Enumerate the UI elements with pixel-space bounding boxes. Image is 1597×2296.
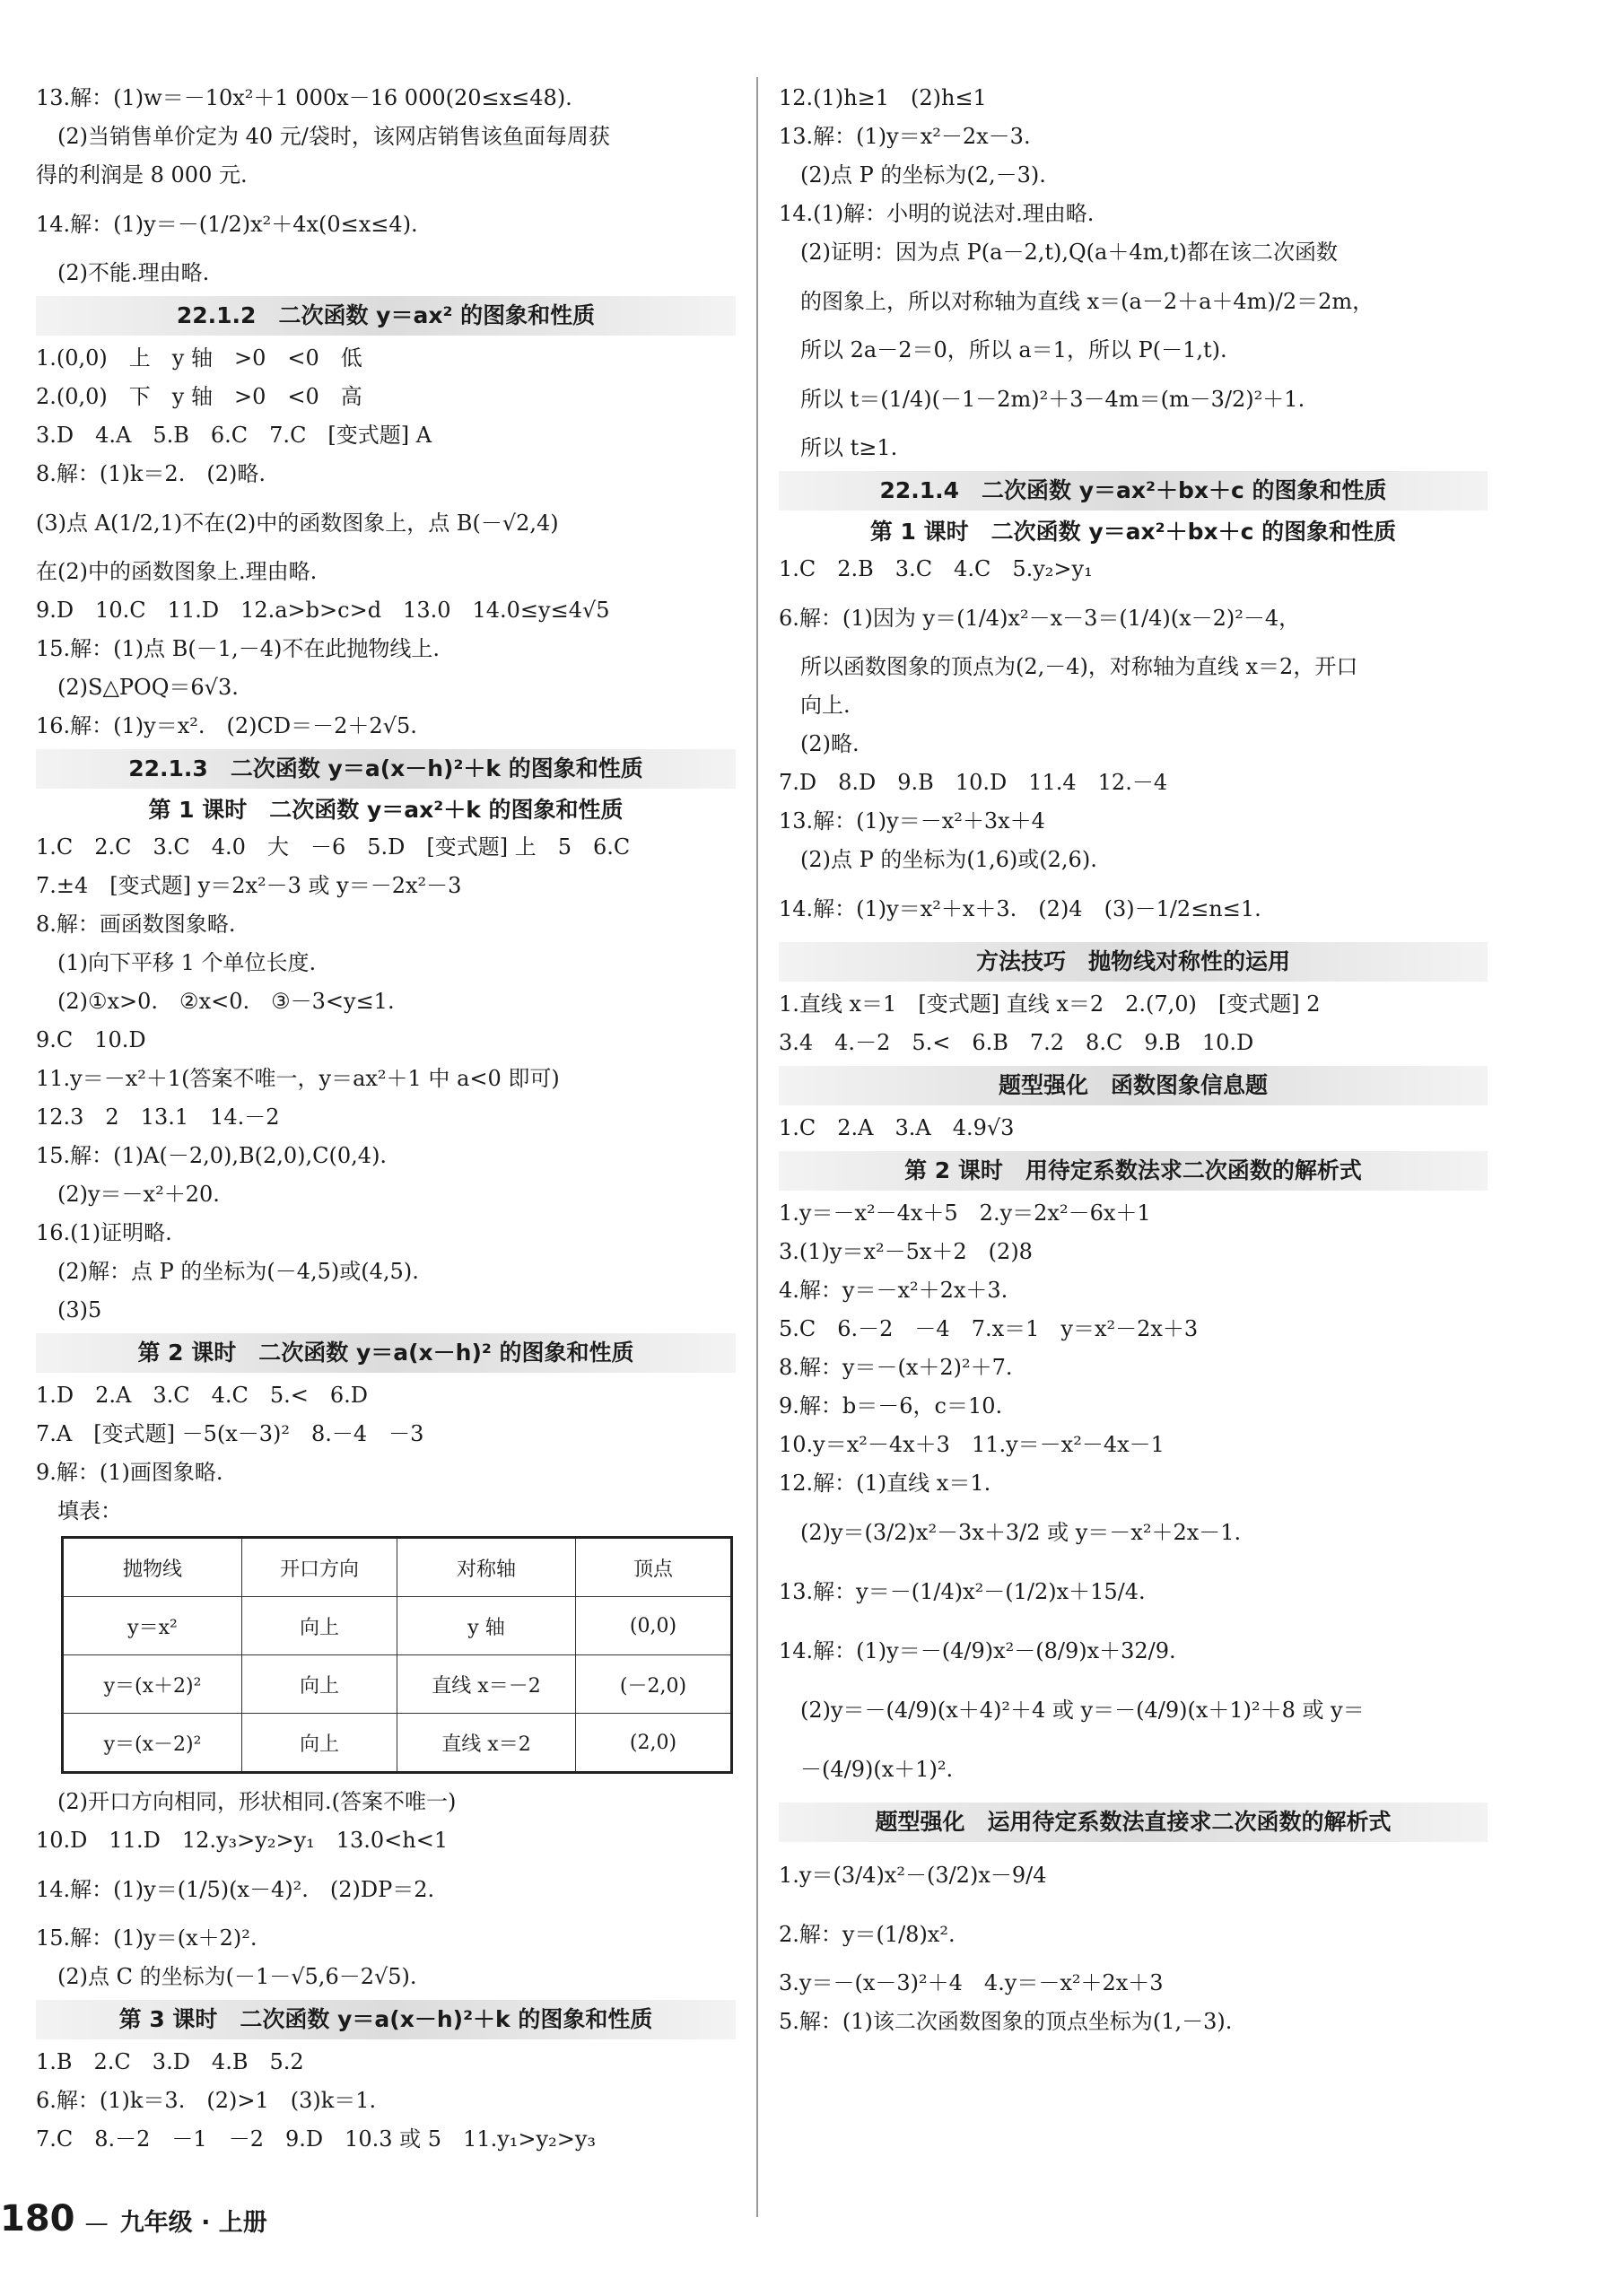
answer-line: 所以 t≥1. — [800, 435, 898, 460]
answer-line: 15.解：(1)A(－2,0),B(2,0),C(0,4). — [36, 1143, 388, 1168]
table-row — [63, 1655, 732, 1714]
answer-line: (2)y＝(3/2)x²－3x＋3/2 或 y＝－x²＋2x－1. — [800, 1520, 1242, 1545]
answer-line: 12.解：(1)直线 x＝1. — [779, 1471, 991, 1496]
answer-line: 8.解：(1)k＝2. (2)略. — [36, 461, 266, 486]
table-header-row — [63, 1538, 732, 1597]
table-cell: (2,0) — [576, 1714, 732, 1773]
answer-line: 7.C 8.－2 －1 －2 9.D 10.3 或 5 11.y₁>y₂>y₃ — [36, 2126, 596, 2152]
answer-line: 14.(1)解：小明的说法对.理由略. — [779, 201, 1095, 226]
table-cell: 直线 x＝2 — [397, 1714, 576, 1773]
answer-line: (2)解：点 P 的坐标为(－4,5)或(4,5). — [57, 1259, 419, 1284]
table-cell: y＝(x－2)² — [63, 1714, 242, 1773]
table-cell: (－2,0) — [576, 1655, 732, 1714]
answer-line: (2)开口方向相同，形状相同.(答案不唯一) — [57, 1789, 457, 1814]
answer-line: 14.解：(1)y＝(1/5)(x－4)². (2)DP＝2. — [36, 1877, 435, 1902]
section-heading: 题型强化 函数图象信息题 — [779, 1066, 1488, 1105]
answer-line: (2)略. — [800, 731, 860, 756]
answer-line: 4.解：y＝－x²＋2x＋3. — [779, 1278, 1008, 1303]
section-heading: 题型强化 运用待定系数法直接求二次函数的解析式 — [779, 1803, 1488, 1842]
answer-line: 6.解：(1)k＝3. (2)>1 (3)k＝1. — [36, 2088, 377, 2113]
answer-line: 1.(0,0) 上 y 轴 >0 <0 低 — [36, 345, 362, 371]
answer-line: 1.C 2.B 3.C 4.C 5.y₂>y₁ — [779, 556, 1093, 581]
table-header-cell: 抛物线 — [63, 1538, 242, 1597]
answer-line: 1.C 2.C 3.C 4.0 大 －6 5.D [变式题] 上 5 6.C — [36, 834, 631, 860]
answer-line: 5.C 6.－2 －4 7.x＝1 y＝x²－2x＋3 — [779, 1316, 1199, 1341]
answer-line: 14.解：(1)y＝－(4/9)x²－(8/9)x＋32/9. — [779, 1638, 1176, 1663]
lesson-heading: 第 1 课时 二次函数 y＝ax²＋k 的图象和性质 — [148, 797, 624, 823]
answer-line: 2.解：y＝(1/8)x². — [779, 1922, 956, 1947]
answer-line: 11.y＝－x²＋1(答案不唯一，y＝ax²＋1 中 a<0 即可) — [36, 1066, 560, 1091]
section-heading: 第 3 课时 二次函数 y＝a(x－h)²＋k 的图象和性质 — [36, 2000, 736, 2039]
answer-line: 所以 t＝(1/4)(－1－2m)²＋3－4m＝(m－3/2)²＋1. — [800, 387, 1305, 412]
answer-line: 13.解：(1)y＝x²－2x－3. — [779, 124, 1031, 149]
table-cell: y＝x² — [63, 1597, 242, 1655]
answer-line: (2)①x>0. ②x<0. ③－3<y≤1. — [57, 989, 395, 1014]
answer-line: 10.y＝x²－4x＋3 11.y＝－x²－4x－1 — [779, 1432, 1165, 1457]
answer-line: 7.A [变式题] －5(x－3)² 8.－4 －3 — [36, 1421, 424, 1446]
answer-line: (3)点 A(1/2,1)不在(2)中的函数图象上，点 B(－√2,4) — [36, 511, 559, 536]
answer-line: (3)5 — [57, 1297, 102, 1323]
answer-line: 3.y＝－(x－3)²＋4 4.y＝－x²＋2x＋3 — [779, 1970, 1164, 1995]
answer-line: 1.B 2.C 3.D 4.B 5.2 — [36, 2049, 304, 2074]
answer-line: 3.4 4.－2 5.< 6.B 7.2 8.C 9.B 10.D — [779, 1030, 1254, 1055]
page-number: 180 — [0, 2198, 75, 2239]
answer-line: 7.±4 [变式题] y＝2x²－3 或 y＝－2x²－3 — [36, 873, 462, 898]
table-cell: y 轴 — [397, 1597, 576, 1655]
answer-line: 6.解：(1)因为 y＝(1/4)x²－x－3＝(1/4)(x－2)²－4， — [779, 606, 1301, 631]
grade-label: 九年级 · 上册 — [119, 2209, 267, 2237]
answer-line: (2)y＝－x²＋20. — [57, 1182, 220, 1207]
answer-line: 3.D 4.A 5.B 6.C 7.C [变式题] A — [36, 423, 432, 448]
answer-line: 13.解：y＝－(1/4)x²－(1/2)x＋15/4. — [779, 1579, 1146, 1604]
answer-line: 8.解：画函数图象略. — [36, 912, 236, 937]
answer-line: 16.(1)证明略. — [36, 1220, 172, 1245]
table-cell: 向上 — [242, 1714, 397, 1773]
answer-line: 9.D 10.C 11.D 12.a>b>c>d 13.0 14.0≤y≤4√5 — [36, 598, 610, 623]
answer-line: 12.3 2 13.1 14.－2 — [36, 1104, 280, 1130]
answer-line: 得的利润是 8 000 元. — [36, 162, 248, 188]
answer-line: (2)点 C 的坐标为(－1－√5,6－2√5). — [57, 1964, 417, 1989]
answer-line: 9.解：b＝－6，c＝10. — [779, 1393, 1003, 1419]
answer-line: 所以 2a－2＝0，所以 a＝1，所以 P(－1,t). — [800, 337, 1227, 362]
answer-line: (2)点 P 的坐标为(1,6)或(2,6). — [800, 847, 1097, 872]
section-heading: 第 2 课时 二次函数 y＝a(x－h)² 的图象和性质 — [36, 1333, 736, 1373]
answer-line: 3.(1)y＝x²－5x＋2 (2)8 — [779, 1239, 1033, 1264]
answer-line: 7.D 8.D 9.B 10.D 11.4 12.－4 — [779, 770, 1168, 795]
answer-line: 14.解：(1)y＝－(1/2)x²＋4x(0≤x≤4). — [36, 212, 418, 237]
answer-line: 15.解：(1)y＝(x＋2)². — [36, 1925, 257, 1951]
answer-line: 8.解：y＝－(x＋2)²＋7. — [779, 1355, 1013, 1380]
table-cell: 向上 — [242, 1597, 397, 1655]
answer-line: 1.y＝(3/4)x²－(3/2)x－9/4 — [779, 1863, 1047, 1888]
answer-line: 9.C 10.D — [36, 1027, 146, 1052]
table-cell: (0,0) — [576, 1597, 732, 1655]
answer-table — [61, 1536, 736, 1774]
answer-line: (2)不能.理由略. — [57, 260, 210, 285]
section-heading: 第 2 课时 用待定系数法求二次函数的解析式 — [779, 1151, 1488, 1191]
right-column — [779, 79, 1488, 2041]
answer-line: 13.解：(1)w＝－10x²＋1 000x－16 000(20≤x≤48). — [36, 85, 572, 110]
column-divider — [756, 77, 758, 2217]
answer-line: 13.解：(1)y＝－x²＋3x＋4 — [779, 808, 1045, 834]
answer-line: 1.C 2.A 3.A 4.9√3 — [779, 1115, 1015, 1140]
table-header-cell: 顶点 — [576, 1538, 732, 1597]
answer-line: －(4/9)(x＋1)². — [800, 1757, 954, 1782]
lesson-heading: 第 1 课时 二次函数 y＝ax²＋bx＋c 的图象和性质 — [869, 519, 1397, 545]
answer-line: 9.解：(1)画图象略. — [36, 1460, 223, 1485]
answer-line: 10.D 11.D 12.y₃>y₂>y₁ 13.0<h<1 — [36, 1828, 449, 1853]
answer-line: 15.解：(1)点 B(－1,－4)不在此抛物线上. — [36, 636, 440, 661]
table-row — [63, 1714, 732, 1773]
table-row — [63, 1597, 732, 1655]
answer-line: 14.解：(1)y＝x²＋x＋3. (2)4 (3)－1/2≤n≤1. — [779, 896, 1261, 921]
answer-line: 的图象上，所以对称轴为直线 x＝(a－2＋a＋4m)/2＝2m， — [800, 289, 1374, 314]
page-footer — [0, 2196, 267, 2241]
left-column — [36, 79, 736, 2159]
section-heading: 方法技巧 抛物线对称性的运用 — [779, 942, 1488, 982]
footer-separator: — — [84, 2210, 109, 2237]
table-header-cell: 开口方向 — [242, 1538, 397, 1597]
answer-line: (2)S△POQ＝6√3. — [57, 675, 239, 700]
answer-line: 1.D 2.A 3.C 4.C 5.< 6.D — [36, 1383, 369, 1408]
answer-line: (2)点 P 的坐标为(2,－3). — [800, 162, 1046, 188]
answer-line: (2)当销售单价定为 40 元/袋时，该网店销售该鱼面每周获 — [57, 124, 610, 149]
section-heading: 22.1.2 二次函数 y＝ax² 的图象和性质 — [36, 296, 736, 336]
answer-line: 12.(1)h≥1 (2)h≤1 — [779, 85, 987, 110]
answer-line: 填表： — [57, 1498, 122, 1523]
answer-line: 2.(0,0) 下 y 轴 >0 <0 高 — [36, 384, 362, 409]
answer-line: 16.解：(1)y＝x². (2)CD＝－2＋2√5. — [36, 713, 417, 738]
section-heading: 22.1.4 二次函数 y＝ax²＋bx＋c 的图象和性质 — [779, 471, 1488, 511]
answer-line: 1.y＝－x²－4x＋5 2.y＝2x²－6x＋1 — [779, 1200, 1151, 1226]
answer-line: 1.直线 x＝1 [变式题] 直线 x＝2 2.(7,0) [变式题] 2 — [779, 991, 1321, 1017]
table-header-cell: 对称轴 — [397, 1538, 576, 1597]
answer-line: 在(2)中的函数图象上.理由略. — [36, 559, 318, 584]
answer-line: 5.解：(1)该二次函数图象的顶点坐标为(1,－3). — [779, 2009, 1233, 2034]
table-cell: 向上 — [242, 1655, 397, 1714]
table-cell: 直线 x＝－2 — [397, 1655, 576, 1714]
section-heading: 22.1.3 二次函数 y＝a(x－h)²＋k 的图象和性质 — [36, 749, 736, 789]
answer-line: 所以函数图象的顶点为(2,－4)，对称轴为直线 x＝2，开口 — [800, 654, 1358, 679]
answer-line: (1)向下平移 1 个单位长度. — [57, 950, 317, 975]
answer-line: 向上. — [800, 693, 851, 718]
table-cell: y＝(x＋2)² — [63, 1655, 242, 1714]
answer-line: (2)证明：因为点 P(a－2,t),Q(a＋4m,t)都在该二次函数 — [800, 240, 1338, 265]
answer-line: (2)y＝－(4/9)(x＋4)²＋4 或 y＝－(4/9)(x＋1)²＋8 或 y＝ — [800, 1698, 1365, 1723]
